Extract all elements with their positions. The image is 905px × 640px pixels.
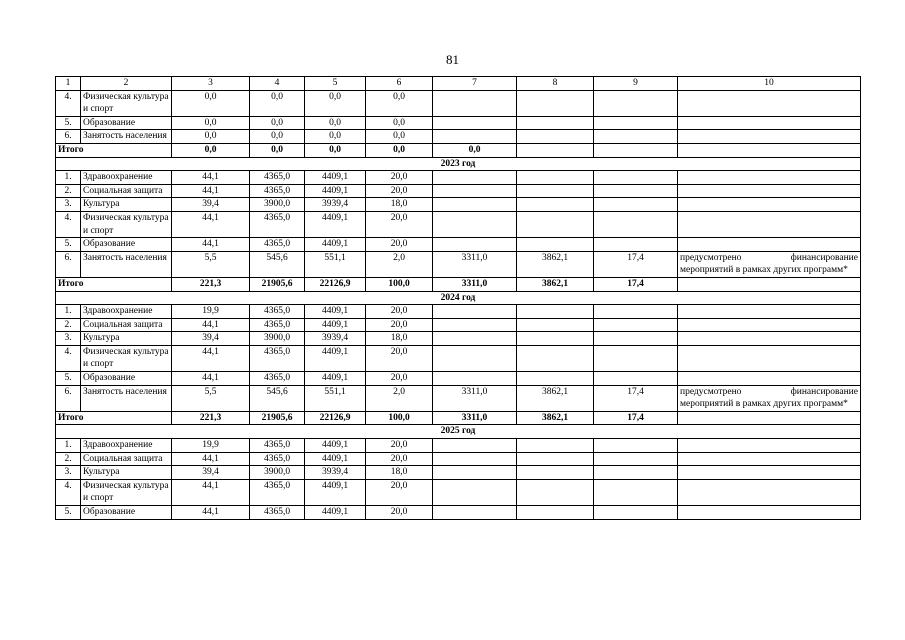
column-header: 4 [250, 77, 305, 91]
value-cell-c9 [594, 130, 678, 144]
row-number: 4. [56, 90, 81, 116]
total-label: Итого [56, 143, 172, 157]
table-row [56, 116, 861, 130]
row-name: Физическая культура и спорт [81, 211, 172, 237]
value-cell-c3: 5,5 [172, 385, 250, 411]
value-cell-c8 [517, 332, 594, 346]
value-cell-c8 [517, 479, 594, 505]
table-row [56, 345, 861, 371]
row-name: Социальная защита [81, 184, 172, 198]
value-cell-c6: 20,0 [366, 372, 433, 386]
value-cell-c6: 2,0 [366, 385, 433, 411]
value-cell-c5: 0,0 [305, 116, 366, 130]
total-c3: 221,3 [172, 277, 250, 291]
table-row [56, 479, 861, 505]
value-cell-c5: 551,1 [305, 385, 366, 411]
row-number: 2. [56, 318, 81, 332]
total-c6: 100,0 [366, 277, 433, 291]
column-header: 10 [678, 77, 861, 91]
value-cell-c5: 4409,1 [305, 238, 366, 252]
row-name: Культура [81, 332, 172, 346]
value-cell-c5: 4409,1 [305, 506, 366, 520]
row-number: 5. [56, 238, 81, 252]
value-cell-c5: 4409,1 [305, 345, 366, 371]
value-cell-c8 [517, 372, 594, 386]
note-cell [678, 506, 861, 520]
total-label: Итого [56, 277, 172, 291]
value-cell-c9 [594, 372, 678, 386]
column-header: 1 [56, 77, 81, 91]
note-cell [678, 238, 861, 252]
table-row [56, 130, 861, 144]
row-name: Образование [81, 372, 172, 386]
table-row [56, 385, 861, 411]
table-row [56, 184, 861, 198]
value-cell-c3: 39,4 [172, 198, 250, 212]
value-cell-c6: 18,0 [366, 198, 433, 212]
value-cell-c3: 44,1 [172, 171, 250, 185]
value-cell-c8 [517, 130, 594, 144]
row-number: 1. [56, 171, 81, 185]
value-cell-c3: 39,4 [172, 466, 250, 480]
value-cell-c6: 20,0 [366, 184, 433, 198]
column-header: 9 [594, 77, 678, 91]
year-section-row [56, 157, 861, 171]
total-c6: 100,0 [366, 411, 433, 425]
value-cell-c9 [594, 439, 678, 453]
year-heading: 2024 год [56, 291, 861, 305]
value-cell-c4: 0,0 [250, 130, 305, 144]
value-cell-c7 [433, 506, 517, 520]
value-cell-c4: 0,0 [250, 90, 305, 116]
value-cell-c4: 4365,0 [250, 238, 305, 252]
value-cell-c5: 4409,1 [305, 184, 366, 198]
note-cell [678, 345, 861, 371]
value-cell-c9 [594, 332, 678, 346]
value-cell-c3: 44,1 [172, 345, 250, 371]
row-number: 3. [56, 198, 81, 212]
table-row [56, 238, 861, 252]
value-cell-c3: 44,1 [172, 238, 250, 252]
row-name: Здравоохранение [81, 439, 172, 453]
row-number: 1. [56, 305, 81, 319]
note-cell: предусмотрено финансирование мероприятий в рамках других программ* [678, 385, 861, 411]
row-name: Занятость населения [81, 385, 172, 411]
value-cell-c4: 3900,0 [250, 198, 305, 212]
year-heading: 2025 год [56, 425, 861, 439]
value-cell-c8 [517, 506, 594, 520]
value-cell-c5: 4409,1 [305, 439, 366, 453]
value-cell-c4: 3900,0 [250, 466, 305, 480]
table-row [56, 198, 861, 212]
value-cell-c8 [517, 184, 594, 198]
note-cell [678, 305, 861, 319]
value-cell-c8: 3862,1 [517, 251, 594, 277]
value-cell-c8 [517, 90, 594, 116]
value-cell-c5: 3939,4 [305, 198, 366, 212]
value-cell-c9 [594, 90, 678, 116]
value-cell-c7 [433, 318, 517, 332]
value-cell-c5: 4409,1 [305, 479, 366, 505]
value-cell-c8 [517, 305, 594, 319]
value-cell-c3: 44,1 [172, 479, 250, 505]
value-cell-c9 [594, 318, 678, 332]
value-cell-c7 [433, 345, 517, 371]
row-number: 3. [56, 466, 81, 480]
total-c5: 22126,9 [305, 277, 366, 291]
value-cell-c4: 4365,0 [250, 211, 305, 237]
table-row [56, 211, 861, 237]
value-cell-c5: 3939,4 [305, 466, 366, 480]
row-number: 4. [56, 345, 81, 371]
total-row [56, 143, 861, 157]
value-cell-c3: 0,0 [172, 130, 250, 144]
value-cell-c6: 20,0 [366, 211, 433, 237]
table-row [56, 506, 861, 520]
value-cell-c9 [594, 116, 678, 130]
row-name: Социальная защита [81, 318, 172, 332]
value-cell-c4: 4365,0 [250, 479, 305, 505]
value-cell-c7 [433, 332, 517, 346]
table-row [56, 332, 861, 346]
value-cell-c6: 0,0 [366, 90, 433, 116]
value-cell-c3: 39,4 [172, 332, 250, 346]
value-cell-c8 [517, 211, 594, 237]
total-c3: 0,0 [172, 143, 250, 157]
value-cell-c5: 4409,1 [305, 372, 366, 386]
value-cell-c6: 20,0 [366, 305, 433, 319]
value-cell-c5: 0,0 [305, 130, 366, 144]
note-cell [678, 198, 861, 212]
column-header: 7 [433, 77, 517, 91]
value-cell-c7 [433, 439, 517, 453]
value-cell-c8: 3862,1 [517, 385, 594, 411]
value-cell-c5: 4409,1 [305, 171, 366, 185]
total-row [56, 411, 861, 425]
total-c5: 0,0 [305, 143, 366, 157]
value-cell-c3: 19,9 [172, 305, 250, 319]
table-row [56, 171, 861, 185]
value-cell-c6: 18,0 [366, 466, 433, 480]
row-number: 5. [56, 506, 81, 520]
row-number: 5. [56, 372, 81, 386]
value-cell-c6: 20,0 [366, 439, 433, 453]
note-cell [678, 130, 861, 144]
value-cell-c9: 17,4 [594, 385, 678, 411]
value-cell-c9 [594, 198, 678, 212]
row-name: Образование [81, 116, 172, 130]
column-header: 2 [81, 77, 172, 91]
value-cell-c3: 44,1 [172, 184, 250, 198]
value-cell-c7 [433, 90, 517, 116]
value-cell-c6: 20,0 [366, 238, 433, 252]
row-number: 6. [56, 130, 81, 144]
table-row [56, 372, 861, 386]
value-cell-c4: 4365,0 [250, 305, 305, 319]
row-name: Социальная защита [81, 452, 172, 466]
value-cell-c5: 4409,1 [305, 211, 366, 237]
row-name: Физическая культура и спорт [81, 479, 172, 505]
total-c8 [517, 143, 594, 157]
year-heading: 2023 год [56, 157, 861, 171]
total-c9 [594, 143, 678, 157]
value-cell-c6: 0,0 [366, 130, 433, 144]
total-c5: 22126,9 [305, 411, 366, 425]
table-row [56, 90, 861, 116]
value-cell-c7 [433, 372, 517, 386]
value-cell-c6: 20,0 [366, 345, 433, 371]
total-c8: 3862,1 [517, 277, 594, 291]
value-cell-c7 [433, 211, 517, 237]
value-cell-c9 [594, 345, 678, 371]
value-cell-c6: 18,0 [366, 332, 433, 346]
value-cell-c3: 0,0 [172, 116, 250, 130]
value-cell-c7: 3311,0 [433, 385, 517, 411]
table-row [56, 318, 861, 332]
value-cell-c8 [517, 318, 594, 332]
note-cell [678, 211, 861, 237]
total-c4: 0,0 [250, 143, 305, 157]
row-name: Образование [81, 506, 172, 520]
row-number: 2. [56, 184, 81, 198]
total-c7: 0,0 [433, 143, 517, 157]
value-cell-c4: 545,6 [250, 385, 305, 411]
value-cell-c3: 5,5 [172, 251, 250, 277]
value-cell-c5: 0,0 [305, 90, 366, 116]
value-cell-c8 [517, 345, 594, 371]
table-row [56, 452, 861, 466]
value-cell-c6: 20,0 [366, 479, 433, 505]
value-cell-c4: 4365,0 [250, 439, 305, 453]
column-header: 8 [517, 77, 594, 91]
value-cell-c3: 19,9 [172, 439, 250, 453]
note-cell [678, 90, 861, 116]
row-number: 5. [56, 116, 81, 130]
table-row [56, 251, 861, 277]
note-cell [678, 116, 861, 130]
note-cell [678, 372, 861, 386]
value-cell-c8 [517, 116, 594, 130]
column-header: 3 [172, 77, 250, 91]
value-cell-c9 [594, 171, 678, 185]
value-cell-c7 [433, 479, 517, 505]
value-cell-c8 [517, 439, 594, 453]
value-cell-c4: 545,6 [250, 251, 305, 277]
total-c7: 3311,0 [433, 411, 517, 425]
value-cell-c7 [433, 466, 517, 480]
note-cell: предусмотрено финансирование мероприятий в рамках других программ* [678, 251, 861, 277]
note-cell [678, 452, 861, 466]
row-name: Здравоохранение [81, 171, 172, 185]
value-cell-c8 [517, 238, 594, 252]
value-cell-c3: 44,1 [172, 452, 250, 466]
row-number: 6. [56, 385, 81, 411]
value-cell-c4: 4365,0 [250, 452, 305, 466]
table-row [56, 466, 861, 480]
value-cell-c5: 3939,4 [305, 332, 366, 346]
total-note [678, 143, 861, 157]
total-c7: 3311,0 [433, 277, 517, 291]
value-cell-c3: 44,1 [172, 211, 250, 237]
note-cell [678, 318, 861, 332]
row-number: 4. [56, 479, 81, 505]
value-cell-c4: 4365,0 [250, 372, 305, 386]
total-c3: 221,3 [172, 411, 250, 425]
value-cell-c7 [433, 238, 517, 252]
value-cell-c6: 0,0 [366, 116, 433, 130]
value-cell-c9 [594, 466, 678, 480]
value-cell-c9 [594, 238, 678, 252]
row-number: 6. [56, 251, 81, 277]
value-cell-c9 [594, 452, 678, 466]
total-note [678, 277, 861, 291]
table-row [56, 305, 861, 319]
value-cell-c6: 20,0 [366, 506, 433, 520]
value-cell-c8 [517, 198, 594, 212]
value-cell-c3: 0,0 [172, 90, 250, 116]
value-cell-c8 [517, 452, 594, 466]
value-cell-c7: 3311,0 [433, 251, 517, 277]
value-cell-c6: 20,0 [366, 171, 433, 185]
year-section-row [56, 291, 861, 305]
value-cell-c8 [517, 466, 594, 480]
value-cell-c3: 44,1 [172, 318, 250, 332]
total-label: Итого [56, 411, 172, 425]
value-cell-c6: 2,0 [366, 251, 433, 277]
note-cell [678, 184, 861, 198]
value-cell-c5: 4409,1 [305, 318, 366, 332]
total-c4: 21905,6 [250, 411, 305, 425]
value-cell-c6: 20,0 [366, 318, 433, 332]
value-cell-c7 [433, 452, 517, 466]
total-c9: 17,4 [594, 277, 678, 291]
value-cell-c4: 4365,0 [250, 345, 305, 371]
column-header: 5 [305, 77, 366, 91]
row-name: Культура [81, 198, 172, 212]
value-cell-c7 [433, 116, 517, 130]
note-cell [678, 439, 861, 453]
value-cell-c7 [433, 198, 517, 212]
total-c8: 3862,1 [517, 411, 594, 425]
budget-table [55, 76, 861, 520]
row-name: Здравоохранение [81, 305, 172, 319]
value-cell-c4: 4365,0 [250, 184, 305, 198]
row-name: Культура [81, 466, 172, 480]
value-cell-c5: 4409,1 [305, 305, 366, 319]
row-number: 1. [56, 439, 81, 453]
note-cell [678, 479, 861, 505]
value-cell-c9 [594, 305, 678, 319]
value-cell-c4: 0,0 [250, 116, 305, 130]
row-number: 2. [56, 452, 81, 466]
row-number: 4. [56, 211, 81, 237]
row-name: Образование [81, 238, 172, 252]
value-cell-c4: 4365,0 [250, 318, 305, 332]
value-cell-c9 [594, 184, 678, 198]
value-cell-c7 [433, 171, 517, 185]
value-cell-c4: 3900,0 [250, 332, 305, 346]
year-section-row [56, 425, 861, 439]
row-number: 3. [56, 332, 81, 346]
total-c9: 17,4 [594, 411, 678, 425]
value-cell-c9 [594, 479, 678, 505]
value-cell-c9 [594, 211, 678, 237]
row-name: Занятость населения [81, 130, 172, 144]
total-c4: 21905,6 [250, 277, 305, 291]
value-cell-c9: 17,4 [594, 251, 678, 277]
value-cell-c4: 4365,0 [250, 506, 305, 520]
page-number: 81 [446, 52, 459, 67]
value-cell-c5: 551,1 [305, 251, 366, 277]
row-name: Физическая культура и спорт [81, 90, 172, 116]
table-row [56, 439, 861, 453]
row-name: Физическая культура и спорт [81, 345, 172, 371]
value-cell-c6: 20,0 [366, 452, 433, 466]
value-cell-c4: 4365,0 [250, 171, 305, 185]
total-c6: 0,0 [366, 143, 433, 157]
row-name: Занятость населения [81, 251, 172, 277]
column-header: 6 [366, 77, 433, 91]
value-cell-c8 [517, 171, 594, 185]
note-cell [678, 466, 861, 480]
note-cell [678, 332, 861, 346]
value-cell-c3: 44,1 [172, 506, 250, 520]
column-number-row [56, 77, 861, 91]
value-cell-c7 [433, 130, 517, 144]
value-cell-c9 [594, 506, 678, 520]
total-note [678, 411, 861, 425]
total-row [56, 277, 861, 291]
value-cell-c7 [433, 184, 517, 198]
value-cell-c5: 4409,1 [305, 452, 366, 466]
value-cell-c3: 44,1 [172, 372, 250, 386]
note-cell [678, 171, 861, 185]
value-cell-c7 [433, 305, 517, 319]
